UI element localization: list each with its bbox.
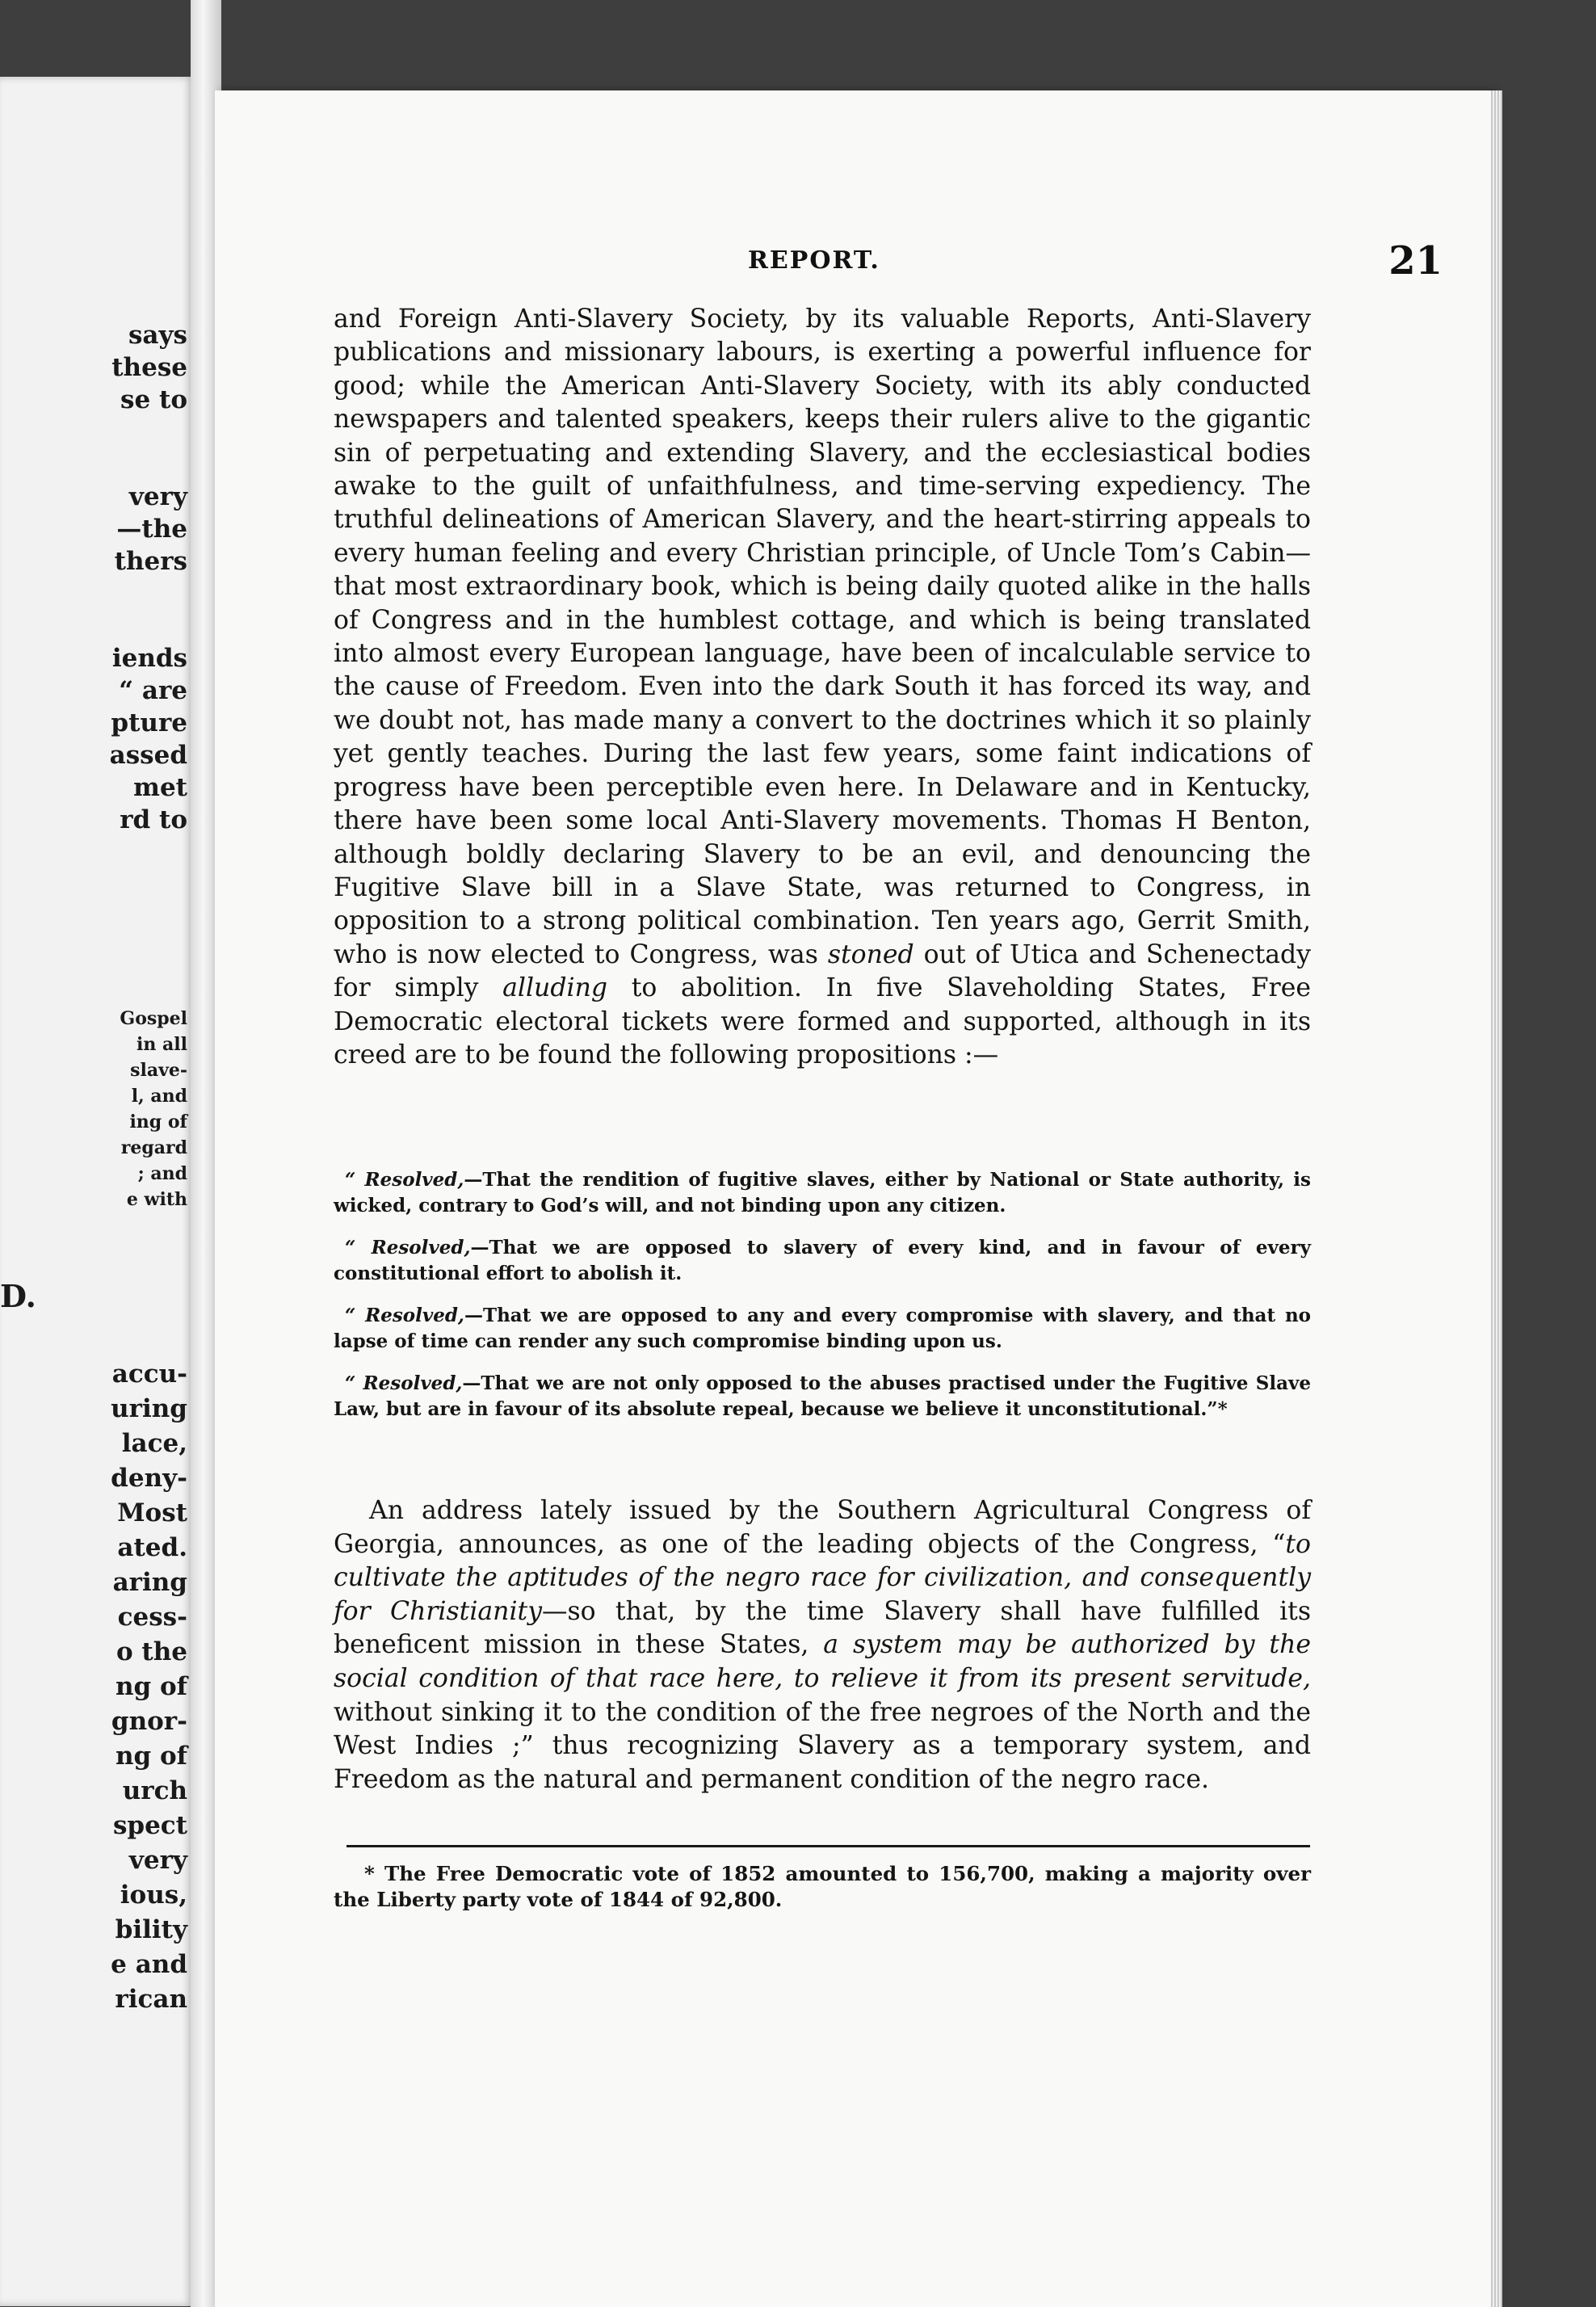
footnote-rule: [346, 1845, 1310, 1847]
left-fragment: very: [128, 482, 187, 511]
left-fragment: [26, 610, 187, 642]
left-fragment: [26, 448, 187, 481]
left-fragment: deny-: [111, 1464, 187, 1493]
italic-quote-1: to cultivate the aptitudes of the negro race for civilization, and consequently for Christianity: [334, 1529, 1311, 1626]
left-fragment: Gospel: [120, 1008, 187, 1029]
left-fragment: rd to: [120, 805, 187, 834]
left-fragment: says: [128, 321, 187, 350]
left-fragment: accu-: [111, 1359, 187, 1389]
left-fragment: assed: [109, 741, 187, 770]
left-fragment: spect: [112, 1811, 187, 1840]
left-page: [0, 77, 194, 2306]
resolution-item: “ Resolved,—That we are not only opposed to the abuses practised under the Fugitive Slave Law, but are in favour of its absolute repeal, because we believe it unconstitutional.”*: [334, 1372, 1311, 1420]
left-page-heading: D.: [0, 1278, 36, 1314]
left-fragment: uring: [111, 1394, 187, 1423]
left-fragment: ; and: [137, 1163, 187, 1184]
left-fragment: cess-: [117, 1603, 187, 1632]
left-fragment: [26, 416, 187, 448]
left-fragment: these: [111, 353, 187, 382]
left-fragment: ng of: [115, 1742, 187, 1771]
resolution-item: “ Resolved,—That the rendition of fugitive slaves, either by National or State authority, is wicked, contrary to God’s will, and not binding upon any citizen.: [334, 1169, 1311, 1217]
left-fragment: e with: [126, 1189, 187, 1210]
left-fragment: Most: [117, 1498, 187, 1527]
left-page-text-upper: [26, 319, 187, 836]
left-fragment: bility: [115, 1915, 187, 1944]
left-fragment: ing of: [129, 1111, 187, 1132]
body-paragraph: [334, 303, 1311, 1072]
left-fragment: “ are: [119, 676, 187, 705]
left-fragment: very: [128, 1846, 187, 1875]
resolution-item: “ Resolved,—That we are opposed to any and every compromise with slavery, and that no lapse of time can render any such compromise binding upon us.: [334, 1305, 1312, 1352]
body-paragraph-text: and Foreign Anti-Slavery Society, by its valuable Reports, Anti-Slavery publications and missionary labours, is exerting a powerful influence for good; while the American Anti-Slavery Society, with its ably conducted newspapers and talented speakers, keeps their rulers alive to the gigantic sin of perpetuating and extending Slavery, and the ecclesiastical bodies awake to the guilt of unfaithfulness, and time-serving expediency. The truthful delineations of American Slavery, and the heart-stirring appeals to every human feeling and every Christian principle, of Uncle Tom’s Cabin—that most extraordinary book, which is being daily quoted alike in the halls of Congress and in the humblest cottage, and which is being translated into almost every European language, have been of incalculable service to the cause of Freedom. Even into the dark South it has forced its way, and we doubt not, has made many a convert to the doctrines which it so plainly yet gently teaches. During the last few years, some faint indications of progress have been perceptible even here. In Delaware and in Kentucky, there have been some local Anti-Slavery movements. Thomas H Benton, although boldly declaring Slavery to be an evil, and denouncing the Fugitive Slave bill in a Slave State, was returned to Congress, in opposition to a strong political combination. Ten years ago, Gerrit Smith, who is now elected to Congress, was stoned out of Utica and Schenectady for simply alluding to abolition. In five Slaveholding States, Free Democratic electoral tickets were formed and supported, although in its creed are to be found the following propositions :—: [334, 305, 1311, 1069]
left-fragment: urch: [122, 1776, 187, 1805]
italic-stoned: stoned: [827, 939, 914, 969]
left-fragment: e and: [111, 1950, 187, 1979]
left-fragment: l, and: [131, 1086, 187, 1107]
page-edge: [1491, 90, 1502, 2307]
left-fragment: rican: [115, 1985, 187, 2014]
resolution-item: “ Resolved,—That we are opposed to slavery of every kind, and in favour of every constitutional effort to abolish it.: [334, 1237, 1311, 1284]
italic-alluding: alluding: [502, 973, 608, 1003]
resolution-label: “ Resolved,: [345, 1237, 471, 1259]
left-fragment: ious,: [120, 1880, 187, 1910]
resolution-label: “ Resolved,: [345, 1372, 463, 1394]
left-fragment: aring: [112, 1568, 187, 1597]
left-fragment: iends: [111, 644, 187, 673]
left-fragment: regard: [120, 1137, 187, 1158]
left-fragment: lace,: [121, 1429, 187, 1458]
running-head-title: REPORT.: [748, 246, 880, 275]
resolution-label: “ Resolved,: [345, 1305, 464, 1326]
left-fragment: —the: [116, 515, 187, 544]
resolution-label: “ Resolved,: [345, 1169, 464, 1191]
left-fragment: [26, 578, 187, 610]
left-page-text-small: [26, 1006, 187, 1212]
left-page-text-lower: [26, 1357, 187, 2017]
italic-quote-2: a system may be authorized by the social condition of that race here, to relieve it from its present servitude,: [334, 1630, 1311, 1693]
left-fragment: slave-: [130, 1060, 187, 1081]
page-number: 21: [1388, 238, 1443, 284]
left-fragment: in all: [136, 1034, 187, 1055]
running-head: [215, 238, 1493, 287]
left-fragment: pture: [111, 708, 187, 737]
left-fragment: o the: [116, 1637, 187, 1666]
address-paragraph: [334, 1494, 1311, 1796]
book-page: [215, 90, 1493, 2307]
address-paragraph-text: An address lately issued by the Southern Agricultural Congress of Georgia, announces, as one of the leading objects of the Congress, “to cultivate the aptitudes of the negro race for civilization, and consequently for Christianity—so that, by the time Slavery shall have fulfilled its beneficent mission in these States, a system may be authorized by the social condition of that race here, to relieve it from its present servitude, without sinking it to the condition of the free negroes of the North and the West Indies ;” thus recognizing Slavery as a temporary system, and Freedom as the natural and permanent condition of the negro race.: [334, 1496, 1311, 1794]
left-fragment: ng of: [115, 1672, 187, 1701]
left-fragment: se to: [120, 385, 187, 414]
left-fragment: ated.: [117, 1533, 187, 1562]
footnote: * The Free Democratic vote of 1852 amounted to 156,700, making a majority over the Liberty party vote of 1844 of 92,800.: [334, 1862, 1311, 1911]
left-fragment: met: [133, 773, 187, 802]
left-fragment: gnor-: [111, 1707, 187, 1736]
resolutions-quote: [334, 1167, 1311, 1439]
left-fragment: thers: [114, 547, 187, 576]
